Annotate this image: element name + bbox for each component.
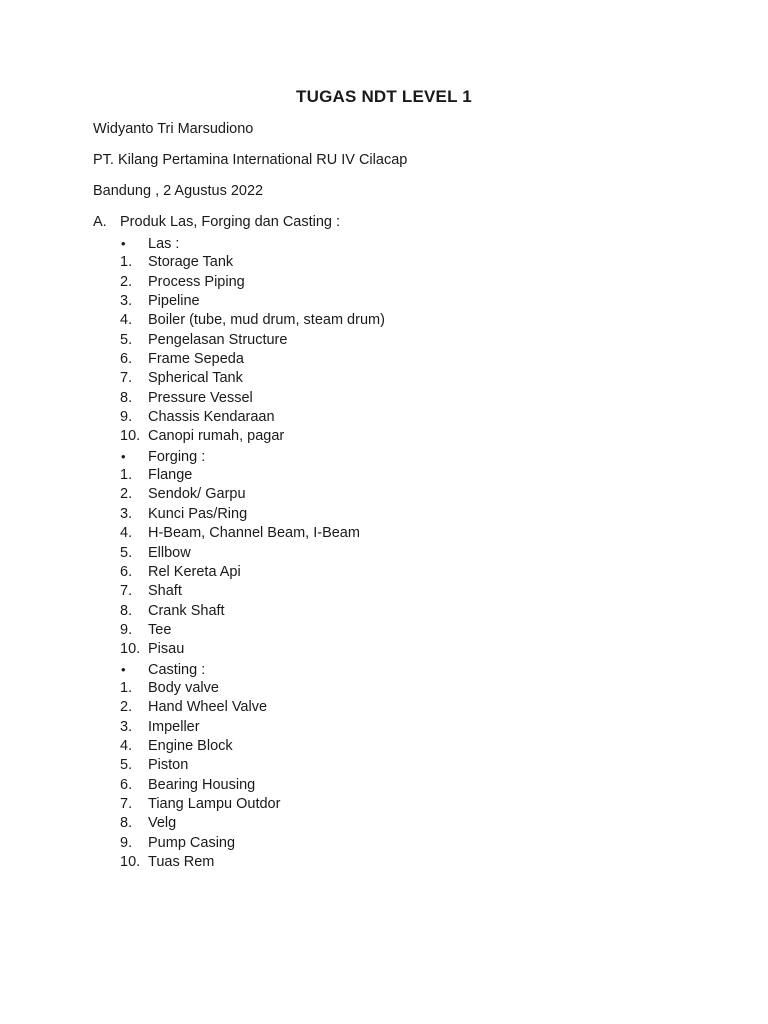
product-list bbox=[120, 234, 385, 872]
list-item-number: 3. bbox=[120, 718, 133, 735]
list-item-number: 5. bbox=[120, 331, 133, 348]
list-item-number: 5. bbox=[120, 757, 133, 774]
list-item-number: 1. bbox=[120, 254, 133, 271]
list-item bbox=[120, 292, 385, 311]
list-item-number: 9. bbox=[120, 621, 133, 638]
list-item-number: 2. bbox=[120, 699, 133, 716]
list-item-text: Rel Kereta Api bbox=[148, 563, 241, 580]
list-item bbox=[120, 834, 385, 853]
list-item bbox=[120, 640, 385, 659]
group-label: Las : bbox=[148, 236, 180, 252]
list-item-text: Canopi rumah, pagar bbox=[148, 428, 285, 445]
section-a-heading bbox=[93, 214, 340, 230]
list-item-number: 9. bbox=[120, 409, 133, 426]
list-item-number: 6. bbox=[120, 563, 133, 580]
list-item-text: Tee bbox=[148, 621, 172, 638]
list-item bbox=[120, 698, 385, 717]
list-item-text: Pisau bbox=[148, 641, 185, 658]
company-name: PT. Kilang Pertamina International RU IV Cilacap bbox=[93, 152, 408, 168]
place-date: Bandung , 2 Agustus 2022 bbox=[93, 183, 264, 199]
list-item bbox=[120, 331, 385, 350]
list-item-number: 10. bbox=[120, 641, 141, 658]
list-item-text: Impeller bbox=[148, 718, 200, 735]
group-heading bbox=[120, 234, 385, 253]
list-item bbox=[120, 582, 385, 601]
bullet-icon: • bbox=[121, 236, 126, 251]
list-item-text: Spherical Tank bbox=[148, 370, 243, 387]
section-a-marker: A. bbox=[93, 214, 107, 230]
list-item-number: 8. bbox=[120, 602, 133, 619]
list-item-text: Chassis Kendaraan bbox=[148, 409, 275, 426]
list-item-text: Shaft bbox=[148, 583, 182, 600]
list-item bbox=[120, 427, 385, 446]
list-item bbox=[120, 408, 385, 427]
list-item-number: 4. bbox=[120, 312, 133, 329]
list-item-text: Body valve bbox=[148, 679, 219, 696]
list-item bbox=[120, 563, 385, 582]
list-item bbox=[120, 679, 385, 698]
section-a-title: Produk Las, Forging dan Casting : bbox=[120, 214, 341, 230]
list-item bbox=[120, 389, 385, 408]
list-item-text: H-Beam, Channel Beam, I-Beam bbox=[148, 525, 360, 542]
group-label: Forging : bbox=[148, 448, 206, 465]
list-item bbox=[120, 505, 385, 524]
list-item bbox=[120, 273, 385, 292]
list-item bbox=[120, 795, 385, 814]
list-item-number: 8. bbox=[120, 389, 133, 406]
list-item-text: Engine Block bbox=[148, 737, 233, 754]
list-item bbox=[120, 485, 385, 504]
list-item-text: Tuas Rem bbox=[148, 854, 215, 870]
list-item bbox=[120, 737, 385, 756]
list-item-number: 7. bbox=[120, 583, 133, 600]
list-item-number: 6. bbox=[120, 776, 133, 793]
list-item bbox=[120, 853, 385, 872]
list-item-text: Hand Wheel Valve bbox=[148, 699, 268, 716]
author-name: Widyanto Tri Marsudiono bbox=[93, 121, 254, 137]
list-item bbox=[120, 311, 385, 330]
list-item-text: Pengelasan Structure bbox=[148, 331, 288, 348]
list-item-text: Crank Shaft bbox=[148, 602, 225, 619]
list-item-number: 4. bbox=[120, 525, 133, 542]
list-item-text: Boiler (tube, mud drum, steam drum) bbox=[148, 312, 385, 329]
list-item-text: Piston bbox=[148, 757, 189, 774]
list-item-number: 5. bbox=[120, 544, 133, 561]
list-item-text: Ellbow bbox=[148, 544, 191, 561]
list-item-number: 2. bbox=[120, 273, 133, 290]
list-item-number: 7. bbox=[120, 370, 133, 387]
list-item-text: Process Piping bbox=[148, 273, 245, 290]
list-item-number: 7. bbox=[120, 795, 133, 812]
list-item-number: 8. bbox=[120, 815, 133, 832]
list-item-number: 1. bbox=[120, 467, 133, 484]
list-item-number: 6. bbox=[120, 351, 133, 368]
list-item-text: Pressure Vessel bbox=[148, 389, 253, 406]
document-title: TUGAS NDT LEVEL 1 bbox=[296, 87, 472, 106]
list-item bbox=[120, 544, 385, 563]
list-item bbox=[120, 718, 385, 737]
list-item bbox=[120, 621, 385, 640]
bullet-icon: • bbox=[121, 661, 126, 677]
group-label: Casting : bbox=[148, 661, 206, 678]
list-item-text: Kunci Pas/Ring bbox=[148, 505, 248, 522]
list-item-number: 4. bbox=[120, 737, 133, 754]
list-item-text: Bearing Housing bbox=[148, 776, 256, 793]
list-item-text: Flange bbox=[148, 467, 193, 484]
list-item-number: 3. bbox=[120, 293, 133, 310]
list-item-text: Frame Sepeda bbox=[148, 351, 244, 368]
list-item bbox=[120, 350, 385, 369]
list-item bbox=[120, 776, 385, 795]
list-item bbox=[120, 369, 385, 388]
list-item-text: Sendok/ Garpu bbox=[148, 486, 246, 503]
list-item bbox=[120, 524, 385, 543]
group-heading bbox=[120, 660, 385, 679]
list-item-number: 10. bbox=[120, 854, 141, 870]
list-item-number: 3. bbox=[120, 505, 133, 522]
list-item bbox=[120, 253, 385, 272]
list-item-number: 10. bbox=[120, 428, 141, 445]
list-item-text: Storage Tank bbox=[148, 254, 234, 271]
group-heading bbox=[120, 447, 385, 466]
list-item bbox=[120, 602, 385, 621]
list-item-text: Velg bbox=[148, 815, 177, 832]
list-item bbox=[120, 814, 385, 833]
list-item bbox=[120, 756, 385, 775]
list-item-number: 9. bbox=[120, 834, 133, 851]
list-item-text: Tiang Lampu Outdor bbox=[148, 795, 281, 812]
list-item-text: Pipeline bbox=[148, 293, 200, 310]
list-item-number: 1. bbox=[120, 679, 133, 696]
list-item-number: 2. bbox=[120, 486, 133, 503]
list-item-text: Pump Casing bbox=[148, 834, 236, 851]
bullet-icon: • bbox=[121, 448, 126, 464]
list-item bbox=[120, 466, 385, 485]
